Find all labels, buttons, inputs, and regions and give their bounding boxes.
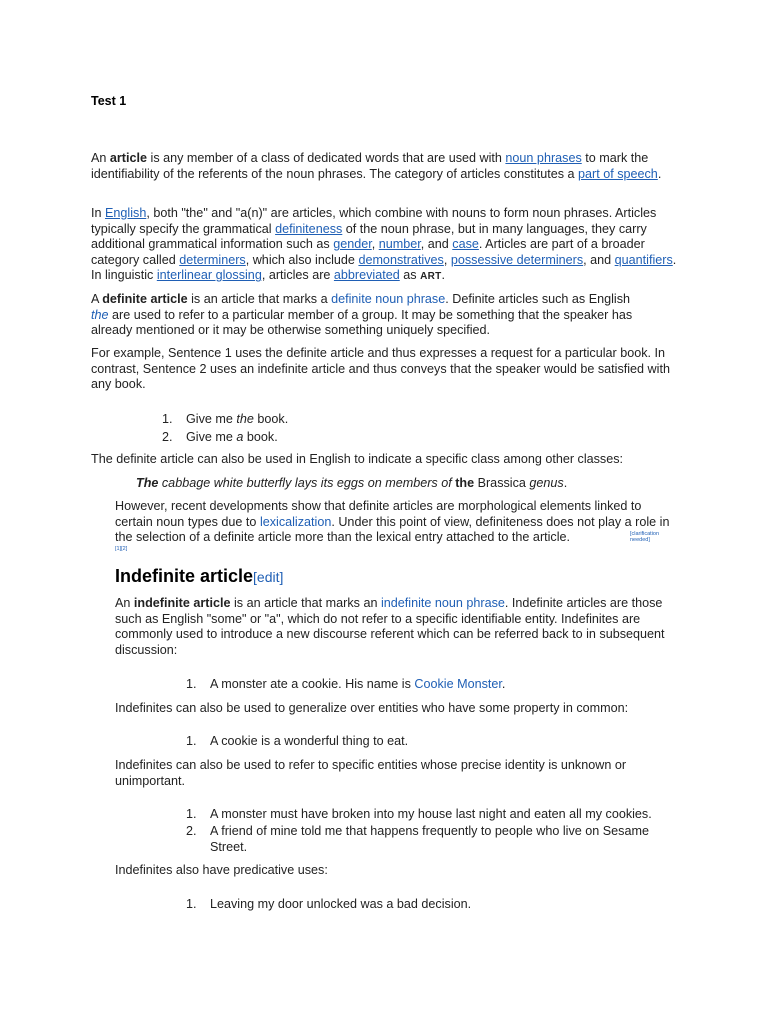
reference-link[interactable]: [1][2] xyxy=(115,546,128,552)
emphasis: the xyxy=(455,476,475,490)
list-item xyxy=(162,430,278,446)
link-definiteness[interactable]: definiteness xyxy=(275,221,343,236)
link-indefinite-noun-phrase[interactable]: indefinite noun phrase xyxy=(380,596,505,610)
text: , articles are xyxy=(261,268,334,283)
text: , and xyxy=(420,237,453,252)
text: book. xyxy=(243,430,278,444)
text: as xyxy=(399,268,421,283)
list-item xyxy=(186,807,676,823)
list-item xyxy=(186,734,408,750)
text: A cookie is a wonderful thing to eat. xyxy=(210,734,409,748)
paragraph-generalize: Indefinites can also be used to generalize over entities who have some property in common: xyxy=(115,701,629,715)
text: of the noun phrase, but in many languages, they carry additional grammatical information such as xyxy=(91,221,647,252)
link-cookie-monster[interactable]: Cookie Monster xyxy=(414,677,502,691)
bold-term: definite article xyxy=(102,292,188,306)
list-number: 2. xyxy=(162,430,173,444)
list-item xyxy=(162,412,288,428)
text: , and xyxy=(583,252,615,267)
paragraph-articles-english xyxy=(91,206,681,285)
text: is an article that marks an xyxy=(230,596,381,610)
link-noun-phrases[interactable]: noun phrases xyxy=(505,151,582,165)
list-item xyxy=(186,824,676,855)
text: Leaving my door unlocked was a bad decision. xyxy=(210,897,472,911)
bold-term: indefinite article xyxy=(133,596,231,610)
list-item xyxy=(186,677,505,693)
text: . xyxy=(563,476,568,490)
text: Brassica xyxy=(474,476,530,490)
text: A monster ate a cookie. His name is xyxy=(210,677,415,691)
list-number: 1. xyxy=(186,897,197,911)
text: is any member of a class of dedicated words that are used with xyxy=(147,151,506,165)
text: An xyxy=(115,596,134,610)
link-determiners[interactable]: determiners xyxy=(179,252,246,267)
art-abbreviation: ART xyxy=(420,271,442,283)
text: . In linguistic xyxy=(91,252,677,283)
text: , xyxy=(443,252,451,267)
link-english[interactable]: English xyxy=(105,206,147,220)
link-gender[interactable]: gender xyxy=(333,237,372,252)
text: Give me xyxy=(186,430,237,444)
section-heading xyxy=(115,566,283,587)
text: is an article that marks a xyxy=(187,292,332,306)
text: are used to refer to a particular member of a group. It may be something that the speaker has already mentioned or it may be otherwise something uniquely specified. xyxy=(91,307,633,338)
text: . xyxy=(657,166,662,181)
link-quantifiers[interactable]: quantifiers xyxy=(614,252,673,267)
example-sentence xyxy=(136,476,567,492)
link-demonstratives[interactable]: demonstratives xyxy=(358,252,444,267)
link-part-of-speech[interactable]: part of speech xyxy=(578,166,658,181)
text: A xyxy=(91,292,103,306)
citation-refs xyxy=(115,546,127,552)
clarification-needed-link[interactable]: [clarification needed] xyxy=(630,531,660,543)
list-number: 1. xyxy=(162,412,173,426)
text: to mark the identifiability of the referents of the noun phrases. The category of articles constitutes a xyxy=(91,151,649,181)
text: , which also include xyxy=(245,252,359,267)
text: cabbage white butterfly lays its eggs on members of xyxy=(158,476,456,490)
text: . Articles are part of a broader category called xyxy=(91,237,645,267)
text: An xyxy=(91,151,110,165)
text: . xyxy=(441,268,446,283)
bold-term: article xyxy=(109,151,148,165)
paragraph-specific-class: The definite article can also be used in English to indicate a specific class among other classes: xyxy=(91,452,624,466)
text: . Indefinite articles are those such as English "some" or "a", which do not refer to a specific identifiable entity. Indefinites are commonly used to introduce a new discourse referent which can be referred back to in subsequent discussion: xyxy=(115,596,665,657)
emphasis: a xyxy=(236,430,244,444)
link-interlinear-glossing[interactable]: interlinear glossing xyxy=(156,268,262,283)
text: A friend of mine told me that happens frequently to people who live on Sesame Street. xyxy=(210,824,649,854)
list-number: 1. xyxy=(186,807,197,821)
text: In xyxy=(91,206,106,220)
list-number: 1. xyxy=(186,677,197,691)
link-possessive-determiners[interactable]: possessive determiners xyxy=(450,252,584,267)
text: genus xyxy=(529,476,564,490)
list-number: 2. xyxy=(186,824,197,838)
link-number[interactable]: number xyxy=(378,237,421,252)
list-item xyxy=(186,897,471,913)
text: . Definite articles such as English xyxy=(445,292,631,306)
edit-link[interactable]: [edit] xyxy=(253,569,284,585)
paragraph-indefinite-article xyxy=(115,596,680,658)
paragraph-specific-entities: Indefinites can also be used to refer to specific entities whose precise identity is unknown or unimportant. xyxy=(115,758,627,788)
list-number: 1. xyxy=(186,734,197,748)
text: , both "the" and "a(n)" are articles, which combine with nouns to form noun phrases. Articles typically specify the grammatical xyxy=(91,206,657,236)
text: Give me xyxy=(186,412,237,426)
heading-title: Indefinite article xyxy=(115,566,254,586)
text: A monster must have broken into my house last night and eaten all my cookies. xyxy=(210,807,652,821)
link-case[interactable]: case xyxy=(452,237,479,252)
emphasis: The xyxy=(136,476,159,490)
paragraph-recent-developments xyxy=(115,499,675,546)
link-the[interactable]: the xyxy=(91,307,109,322)
text: , xyxy=(371,237,379,252)
paragraph-article-intro xyxy=(91,151,681,182)
document-title: Test 1 xyxy=(91,94,127,108)
text: book. xyxy=(253,412,289,426)
emphasis: the xyxy=(236,412,254,426)
paragraph-definite-article xyxy=(91,292,651,339)
text: . xyxy=(501,677,506,691)
paragraph-predicative: Indefinites also have predicative uses: xyxy=(115,863,328,877)
link-abbreviated[interactable]: abbreviated xyxy=(333,268,400,283)
link-definite-noun-phrase[interactable]: definite noun phrase xyxy=(331,292,446,306)
text: However, recent developments show that definite articles are morphological elements linked to certain noun types due to xyxy=(115,499,642,529)
link-lexicalization[interactable]: lexicalization xyxy=(259,514,332,529)
text: . Under this point of view, definiteness does not play a role in the selection of a definite article more than the lexical entry attached to the article. xyxy=(115,514,670,545)
paragraph-example-sentences: For example, Sentence 1 uses the definite article and thus expresses a request for a particular book. In contrast, Sentence 2 uses an indefinite article and thus conveys that the speaker would be satisfied with any book. xyxy=(91,346,670,392)
